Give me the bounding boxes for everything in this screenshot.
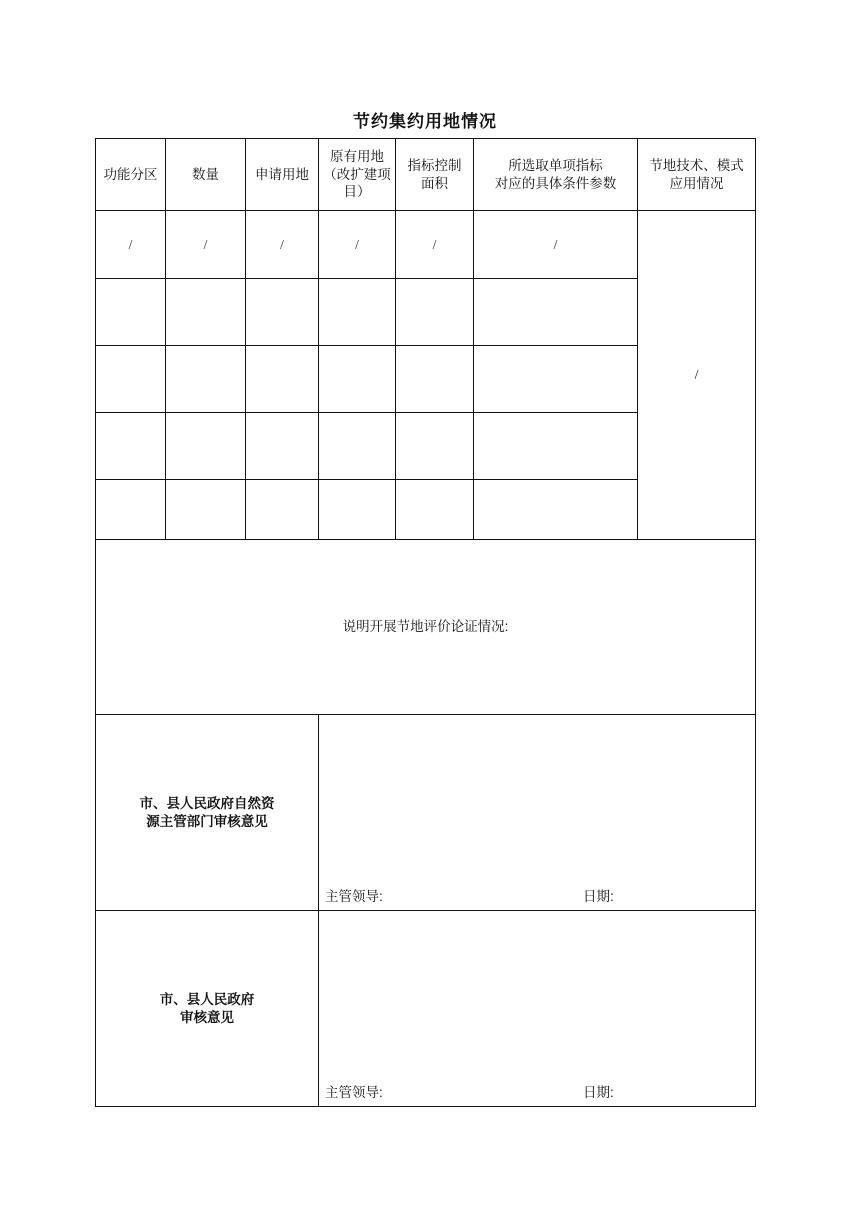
header-line: （改扩建项 [323,166,391,182]
cell-selected-index-params[interactable]: / [474,211,638,279]
header-existing-land [319,139,396,211]
cell-index-control-area[interactable]: / [396,211,474,279]
header-line: 节地技术、模式 [649,157,744,173]
header-line: 所选取单项指标 [508,157,603,173]
cell-existing-land[interactable] [319,480,396,540]
table-row [96,211,756,279]
cell-selected-index-params[interactable] [474,413,638,480]
cell-index-control-area[interactable] [396,279,474,346]
review-label-line: 市、县人民政府 [159,991,255,1007]
cell-index-control-area[interactable] [396,480,474,540]
review-row-natural-resources [96,715,756,911]
cell-existing-land[interactable]: / [319,211,396,279]
date-label: 日期: [583,889,614,905]
cell-quantity[interactable]: / [166,211,246,279]
cell-functional-zone[interactable] [96,480,166,540]
land-use-form-table [95,138,756,1107]
cell-quantity[interactable] [166,413,246,480]
review-label-line: 审核意见 [180,1009,234,1025]
cell-quantity[interactable] [166,346,246,413]
cell-applied-land[interactable] [246,413,319,480]
cell-functional-zone[interactable] [96,413,166,480]
header-line: 功能分区 [103,166,158,182]
cell-index-control-area[interactable] [396,413,474,480]
date-label: 日期: [583,1085,614,1101]
header-functional-zone [96,139,166,211]
leader-label: 主管领导: [325,889,383,905]
header-line: 原有用地 [330,148,384,164]
header-line: 目） [343,184,371,200]
header-line: 对应的具体条件参数 [494,175,617,191]
cell-applied-land[interactable] [246,346,319,413]
review-row-government [96,911,756,1107]
header-line: 面积 [421,175,448,191]
header-line: 指标控制 [407,157,462,173]
note-row [96,540,756,715]
review-label-line: 源主管部门审核意见 [146,813,268,829]
cell-functional-zone[interactable] [96,279,166,346]
header-selected-index-params [474,139,638,211]
table-header-row [96,139,756,211]
header-line: 数量 [192,166,219,182]
leader-label: 主管领导: [325,1085,383,1101]
cell-applied-land[interactable]: / [246,211,319,279]
cell-selected-index-params[interactable] [474,279,638,346]
review-label-government [96,911,319,1107]
cell-existing-land[interactable] [319,346,396,413]
header-line: 申请用地 [255,166,309,182]
cell-selected-index-params[interactable] [474,480,638,540]
cell-index-control-area[interactable] [396,346,474,413]
cell-applied-land[interactable] [246,279,319,346]
cell-existing-land[interactable] [319,279,396,346]
note-label: 说明开展节地评价论证情况: [342,619,509,635]
signature-footer [319,1082,755,1102]
review-label-natural-resources [96,715,319,911]
header-quantity [166,139,246,211]
cell-tech-mode-application-merged[interactable]: / [638,211,756,540]
header-applied-land [246,139,319,211]
cell-quantity[interactable] [166,279,246,346]
cell-existing-land[interactable] [319,413,396,480]
cell-selected-index-params[interactable] [474,346,638,413]
cell-quantity[interactable] [166,480,246,540]
review-label-line: 市、县人民政府自然资 [139,795,275,811]
cell-functional-zone[interactable]: / [96,211,166,279]
page-title: 节约集约用地情况 [353,112,497,131]
header-line: 应用情况 [669,175,724,191]
cell-functional-zone[interactable] [96,346,166,413]
header-tech-mode-application [638,139,756,211]
cell-applied-land[interactable] [246,480,319,540]
signature-footer [319,886,755,906]
review-body-government[interactable] [319,911,756,1107]
review-body-natural-resources[interactable] [319,715,756,911]
header-index-control-area [396,139,474,211]
note-section[interactable] [96,540,756,715]
